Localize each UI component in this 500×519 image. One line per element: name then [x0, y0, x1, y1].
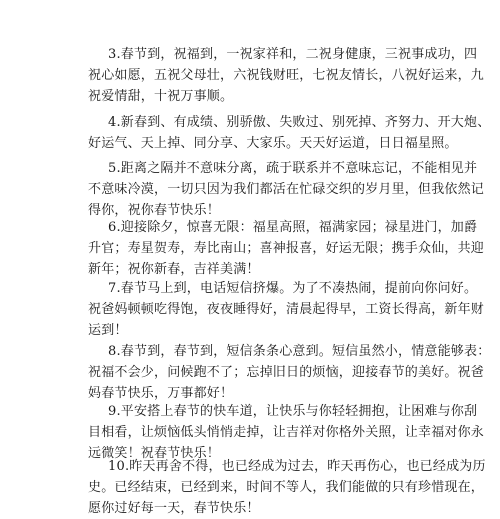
paragraph-line: 4.新春到、有成绩、别骄傲、失败过、别死掉、齐努力、开大炮、: [108, 115, 491, 130]
paragraph-line: 愿你过好每一天，春节快乐！: [88, 501, 260, 516]
paragraph-4: [88, 112, 491, 154]
paragraph-5: [88, 158, 485, 221]
paragraph-line: 新年；祝你新春，吉祥美满！: [88, 262, 260, 277]
paragraph-line: 妈春节快乐，万事都好！: [88, 386, 234, 401]
paragraph-line: 祝福不会少，问候跑不了；忘掉旧日的烦恼，迎接春节的美好。祝爸: [88, 365, 485, 380]
paragraph-line: 升官；寿星贺寿，寿比南山；喜神报喜，好运无限；携手众仙，共迎: [88, 241, 485, 256]
paragraph-10: [88, 456, 486, 519]
paragraph-line: 得你，祝你春节快乐！: [88, 203, 221, 218]
paragraph-line: 6.迎接除夕，惊喜无限：福星高照，福满家园；禄星进门，加爵: [108, 220, 478, 235]
paragraph-line: 3.春节到，祝福到，一祝家祥和，二祝身健康，三祝事成功，四: [108, 47, 478, 62]
paragraph-line: 10.昨天再舍不得，也已经成为过去，昨天再伤心，也已经成为历: [108, 459, 486, 474]
paragraph-line: 祝爸妈顿顿吃得饱，夜夜睡得好，清晨起得早，工资长得高，新年财: [88, 302, 485, 317]
paragraph-line: 7.春节马上到，电话短信挤爆。为了不凑热闹，提前向你问好。: [108, 281, 478, 296]
paragraph-8: [88, 341, 491, 404]
paragraph-line: 运到！: [88, 323, 128, 338]
paragraph-3: [88, 44, 485, 107]
paragraph-line: 史。已经结束，已经到来，时间不等人，我们能做的只有珍惜现在，: [88, 480, 485, 495]
paragraph-line: 祝心如愿，五祝父母壮，六祝钱财旺，七祝友情长，八祝好运来，九: [88, 68, 485, 83]
paragraph-line: 5.距离之隔并不意味分离，疏于联系并不意味忘记，不能相见并: [108, 161, 478, 176]
paragraph-6: [88, 217, 485, 280]
paragraph-line: 好运气、天上掉、同分享、大家乐。天天好运道，日日福星照。: [88, 136, 458, 151]
paragraph-line: 祝爱情甜，十祝万事顺。: [88, 89, 234, 104]
paragraph-line: 远微笑！祝春节快乐！: [88, 446, 221, 461]
paragraph-line: 8.春节到，春节到，短信条条心意到。短信虽然小，情意能够表：: [108, 344, 491, 359]
paragraph-line: 不意味冷漠，一切只因为我们都活在忙碌交织的岁月里，但我依然记: [88, 182, 485, 197]
paragraph-9: [88, 401, 485, 464]
paragraph-7: [88, 278, 485, 341]
paragraph-line: 目相看，让烦恼低头悄悄走掉，让吉祥对你格外关照，让幸福对你永: [88, 425, 485, 440]
paragraph-line: 9.平安搭上春节的快车道，让快乐与你轻轻拥抱，让困难与你刮: [108, 404, 478, 419]
